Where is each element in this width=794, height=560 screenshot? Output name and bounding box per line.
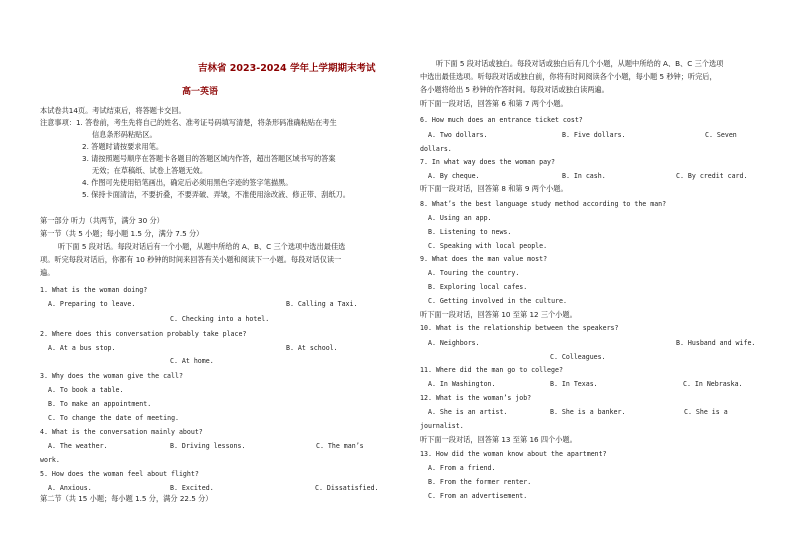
right-line: A. By cheque. <box>428 172 480 180</box>
right-line: 听下面一段对话，回答第 6 和第 7 两个小题。 <box>420 99 568 108</box>
right-line: 12. What is the woman’s job? <box>420 394 532 402</box>
left-line: B. Excited. <box>170 484 214 492</box>
right-line: dollars. <box>420 145 452 153</box>
left-line: 3. Why does the woman give the call? <box>40 372 183 380</box>
right-line: 10. What is the relationship between the speakers? <box>420 324 619 332</box>
right-line: 听下面一段对话，回答第 8 和第 9 两个小题。 <box>420 184 568 193</box>
left-line: A. The weather. <box>48 442 108 450</box>
left-line: 注意事项：1. 答卷前，考生先将自己的姓名、准考证号码填写清楚，将条形码准确粘贴在考生 <box>40 118 337 127</box>
right-line: A. Touring the country. <box>428 269 520 277</box>
left-line: 第一部分 听力（共两节，满分 30 分） <box>40 216 164 225</box>
right-line: C. Seven <box>705 131 737 139</box>
right-line: 9. What does the man value most? <box>420 255 548 263</box>
left-line: C. Dissatisfied. <box>315 484 379 492</box>
left-line: 本试卷共14页。考试结束后，将答题卡交回。 <box>40 106 186 115</box>
left-line: 第二节（共 15 小题；每小题 1.5 分，满分 22.5 分） <box>40 494 213 503</box>
left-line: A. To book a table. <box>48 386 124 394</box>
right-line: journalist. <box>420 422 464 430</box>
right-line: A. Neighbors. <box>428 339 480 347</box>
left-line: B. Calling a Taxi. <box>286 300 358 308</box>
left-line: C. The man’s <box>316 442 364 450</box>
right-line: 13. How did the woman know about the apartment? <box>420 450 607 458</box>
right-line: 听下面一段对话，回答第 10 至第 12 三个小题。 <box>420 310 577 319</box>
page-title: 吉林省 2023-2024 学年上学期期末考试 <box>198 63 376 74</box>
left-line: A. Preparing to leave. <box>48 300 136 308</box>
left-line: 听下面 5 段对话。每段对话后有一个小题，从题中所给的 A、B、C 三个选项中选出最佳选 <box>58 242 346 251</box>
left-line: B. To make an appointment. <box>48 400 152 408</box>
right-line: 6. How much does an entrance ticket cost? <box>420 116 583 124</box>
left-line: 信息条形码粘贴区。 <box>92 130 157 139</box>
left-line: 3. 请按照题号顺序在答题卡各题目的答题区域内作答，超出答题区域书写的答案 <box>82 154 336 163</box>
right-line: B. Five dollars. <box>562 131 626 139</box>
left-line: 2. 答题时请按要求用笔。 <box>82 142 164 151</box>
left-line: A. Anxious. <box>48 484 92 492</box>
right-line: B. Husband and wife. <box>676 339 756 347</box>
page-subtitle: 高一英语 <box>182 87 219 97</box>
left-line: 项。听完每段对话后，你都有 10 秒钟的时间来回答有关小题和阅读下一小题。每段对话仅读一 <box>40 255 342 264</box>
right-line: A. Two dollars. <box>428 131 488 139</box>
left-line: 遍。 <box>40 268 55 277</box>
left-line: 2. Where does this conversation probably take place? <box>40 330 247 338</box>
right-line: C. She is a <box>684 408 728 416</box>
left-line: 无效；在草稿纸、试卷上答题无效。 <box>92 166 208 175</box>
left-line: C. At home. <box>170 357 214 365</box>
left-line: C. Checking into a hotel. <box>170 315 270 323</box>
right-line: A. Using an app. <box>428 214 492 222</box>
right-line: 中选出最佳选项。听每段对话或独白前，你将有时间阅读各个小题，每小题 5 秒钟；听完后， <box>420 72 717 81</box>
right-line: 8. What’s the best language study method according to the man? <box>420 200 667 208</box>
right-line: 7. In what way does the woman pay? <box>420 158 555 166</box>
right-line: B. She is a banker. <box>550 408 626 416</box>
right-line: C. Colleagues. <box>550 353 606 361</box>
left-line: 5. 保持卡面清洁，不要折叠，不要弄破、弄皱，不准使用涂改液、修正带、刮纸刀。 <box>82 190 350 199</box>
left-line: B. At school. <box>286 344 338 352</box>
right-line: A. From a friend. <box>428 464 496 472</box>
right-line: C. Speaking with local people. <box>428 242 548 250</box>
right-line: A. In Washington. <box>428 380 496 388</box>
left-line: 第一节（共 5 小题；每小题 1.5 分，满分 7.5 分） <box>40 229 204 238</box>
left-line: B. Driving lessons. <box>170 442 246 450</box>
left-line: work. <box>40 456 60 464</box>
right-line: 各小题将给出 5 秒钟的作答时间。每段对话或独白读两遍。 <box>420 85 609 94</box>
right-line: C. From an advertisement. <box>428 492 528 500</box>
left-line: 4. 作图可先使用铅笔画出，确定后必须用黑色字迹的签字笔描黑。 <box>82 178 293 187</box>
left-line: A. At a bus stop. <box>48 344 116 352</box>
right-line: B. Listening to news. <box>428 228 512 236</box>
right-line: C. Getting involved in the culture. <box>428 297 567 305</box>
right-line: 听下面 5 段对话或独白。每段对话或独白后有几个小题，从题中所给的 A、B、C 三个选项 <box>436 59 724 68</box>
left-line: 5. How does the woman feel about flight? <box>40 470 199 478</box>
right-line: C. By credit card. <box>676 172 748 180</box>
right-line: 听下面一段对话，回答第 13 至第 16 四个小题。 <box>420 435 577 444</box>
right-line: A. She is an artist. <box>428 408 508 416</box>
right-line: 11. Where did the man go to college? <box>420 366 563 374</box>
right-line: B. In cash. <box>562 172 606 180</box>
right-line: C. In Nebraska. <box>683 380 743 388</box>
right-line: B. From the former renter. <box>428 478 532 486</box>
left-line: C. To change the date of meeting. <box>48 414 180 422</box>
right-line: B. In Texas. <box>550 380 598 388</box>
left-line: 4. What is the conversation mainly about? <box>40 428 203 436</box>
left-line: 1. What is the woman doing? <box>40 286 148 294</box>
right-line: B. Exploring local cafes. <box>428 283 528 291</box>
